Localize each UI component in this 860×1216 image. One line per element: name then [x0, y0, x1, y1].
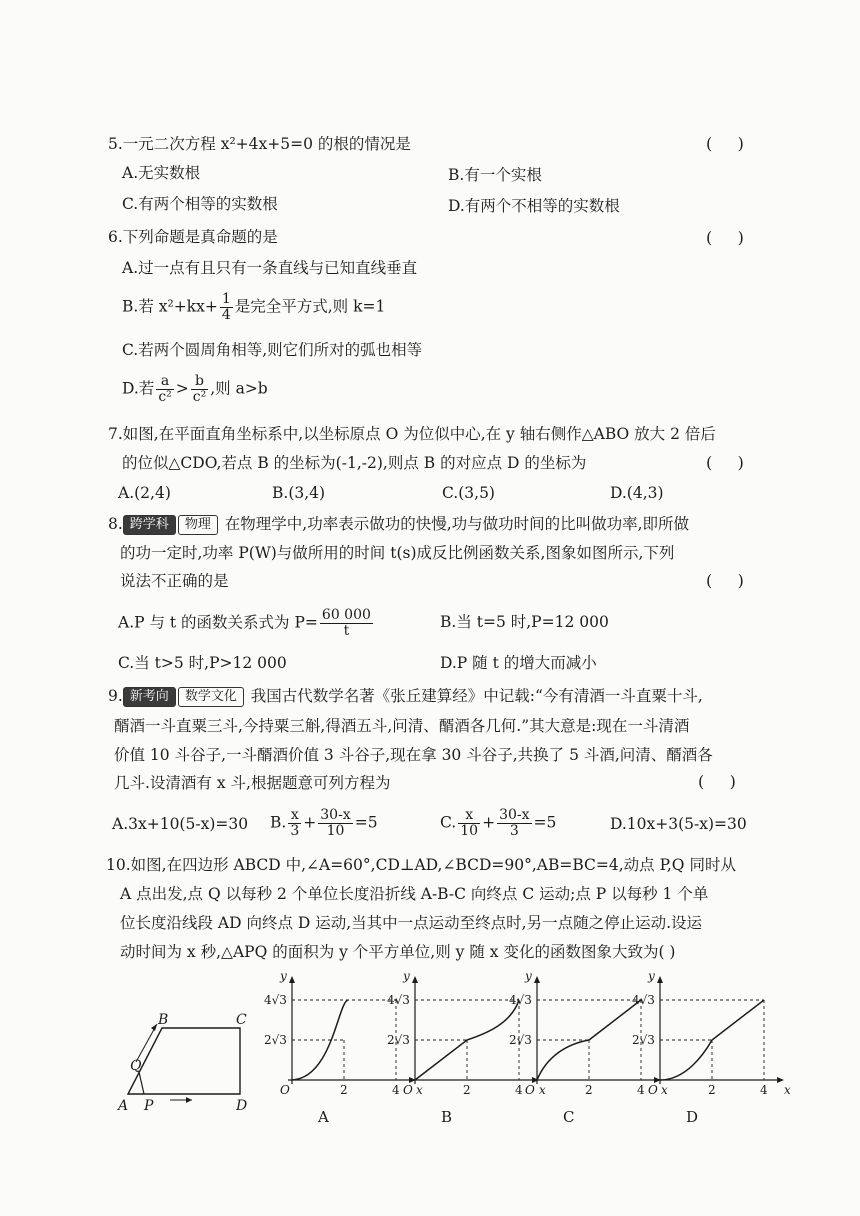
- q7-option-a[interactable]: A.(2,4): [118, 484, 171, 502]
- graph-c-label-x: x: [661, 1083, 668, 1097]
- q7-stem-line1: 7.如图,在平面直角坐标系中,以坐标原点 O 为位似中心,在 y 轴右侧作△ABO 放大 2 倍后: [108, 425, 716, 443]
- q6-answer-paren[interactable]: ( ): [706, 228, 744, 247]
- graph-b-label-2root3: 2√3: [387, 1033, 410, 1047]
- graph-c-label-origin: O: [525, 1083, 535, 1097]
- graph-d-curve: [660, 1000, 764, 1080]
- tag-new-direction: 新考向: [123, 687, 176, 707]
- q7-stem-line2: 的位似△CDO,若点 B 的坐标为(-1,-2),则点 B 的对应点 D 的坐标为: [122, 454, 587, 472]
- fraction-60000-over-t: $\frac{60 000}{t}$: [321, 607, 371, 639]
- q10-stem-line1: 10.如图,在四边形 ABCD 中,∠A=60°,CD⊥AD,∠BCD=90°,AB=BC=4,动点 P,Q 同时从: [106, 856, 736, 874]
- q5-option-a[interactable]: A.无实数根: [122, 164, 201, 182]
- tag-cross-discipline: 跨学科: [123, 515, 176, 535]
- fraction-one-quarter: $\frac{1}{4}$: [221, 291, 231, 323]
- q8-answer-paren[interactable]: ( ): [706, 571, 744, 590]
- graph-c-tick-4: 4: [637, 1083, 645, 1097]
- graph-a-tick-4: 4: [392, 1083, 400, 1097]
- q8-stem-line2: 的功一定时,功率 P(W)与做所用的时间 t(s)成反比例函数关系,图象如图所示,下列: [120, 544, 675, 562]
- graph-b-label-origin: O: [403, 1083, 413, 1097]
- graph-a-label-x: x: [416, 1083, 423, 1097]
- fraction-30-minus-x-over-10: $\frac{30-x}{10}$: [320, 807, 351, 839]
- graph-b-curve: [415, 1000, 519, 1080]
- q9-answer-paren[interactable]: ( ): [698, 772, 736, 791]
- q9-option-b[interactable]: B. $\frac{x}{3}$ + $\frac{30-x}{10}$ =5: [270, 807, 378, 839]
- graph-a-y-arrow: [289, 976, 295, 983]
- tag-math-culture: 数学文化: [178, 687, 244, 707]
- graph-d-tick-2: 2: [708, 1083, 716, 1097]
- graph-b-y-arrow: [412, 976, 418, 983]
- graph-d-caption: D: [686, 1108, 699, 1126]
- q8-option-b[interactable]: B.当 t=5 时,P=12 000: [440, 613, 609, 631]
- q7-answer-paren[interactable]: ( ): [706, 453, 744, 472]
- graph-b-tick-4: 4: [515, 1083, 523, 1097]
- fraction-x-over-3: $\frac{x}{3}$: [290, 807, 300, 839]
- graph-d-label-x: x: [784, 1083, 791, 1097]
- q9-stem-line1: 9. 新考向 数学文化 我国古代数学名著《张丘建算经》中记载:“今有清酒一斗直粟十斗,: [108, 687, 703, 705]
- graph-a-tick-2: 2: [340, 1083, 348, 1097]
- q8-stem-line3: 说法不正确的是: [120, 572, 229, 590]
- graph-c-curve: [537, 1000, 641, 1080]
- q8-option-c[interactable]: C.当 t>5 时,P>12 000: [118, 654, 287, 672]
- graph-c-label-2root3: 2√3: [509, 1033, 532, 1047]
- graph-a-label-origin: O: [280, 1083, 290, 1097]
- q7-option-c[interactable]: C.(3,5): [442, 484, 495, 502]
- tag-physics: 物理: [178, 515, 218, 535]
- q5-answer-paren[interactable]: ( ): [706, 134, 744, 153]
- q8-stem-line1: 8. 跨学科 物理 在物理学中,功率表示做功的快慢,功与做功时间的比叫做功率,即所做: [108, 515, 690, 533]
- fraction-a-over-c2: $\frac{a}{\text{c²}}$: [158, 373, 172, 405]
- graph-d-x-arrow: [777, 1077, 784, 1083]
- graph-d-label-4root3: 4√3: [632, 993, 655, 1007]
- graph-c-y-arrow: [534, 976, 540, 983]
- graph-b-label-y: y: [403, 970, 410, 983]
- q10-stem-line4: 动时间为 x 秒,△APQ 的面积为 y 个平方单位,则 y 随 x 变化的函数图象大致为( ): [120, 943, 676, 961]
- graph-b-caption: B: [441, 1108, 453, 1126]
- q10-option-graphs: [0, 970, 860, 1130]
- graph-d-tick-4: 4: [760, 1083, 768, 1097]
- graph-d-y-arrow: [657, 976, 663, 983]
- label-a: A: [118, 1098, 129, 1114]
- q8-option-d[interactable]: D.P 随 t 的增大而减小: [440, 654, 597, 672]
- q5-stem: 5.一元二次方程 x²+4x+5=0 的根的情况是: [108, 135, 411, 153]
- q6-option-a[interactable]: A.过一点有且只有一条直线与已知直线垂直: [122, 259, 418, 277]
- graph-d-label-2root3: 2√3: [632, 1033, 655, 1047]
- fraction-x-over-10: $\frac{x}{10}$: [460, 807, 479, 839]
- label-q: Q: [130, 1058, 142, 1074]
- graph-c-tick-2: 2: [585, 1083, 593, 1097]
- q5-option-b[interactable]: B.有一个实根: [448, 166, 542, 184]
- label-c: C: [236, 1012, 247, 1028]
- q6-option-b[interactable]: B.若 x²+kx+ $\frac{1}{4}$ 是完全平方式,则 k=1: [122, 291, 386, 323]
- q6-stem: 6.下列命题是真命题的是: [108, 228, 278, 246]
- graph-c-caption: C: [563, 1108, 575, 1126]
- graph-c-label-y: y: [525, 970, 532, 983]
- q9-stem-line3: 价值 10 斗谷子,一斗醑酒价值 3 斗谷子,现在拿 30 斗谷子,共换了 5 斗酒,问清、醑酒各: [114, 746, 713, 764]
- q7-option-b[interactable]: B.(3,4): [272, 484, 326, 502]
- graph-b-tick-2: 2: [463, 1083, 471, 1097]
- q5-option-c[interactable]: C.有两个相等的实数根: [122, 195, 278, 213]
- graph-a-label-4root3: 4√3: [264, 993, 287, 1007]
- graph-d-label-y: y: [648, 970, 655, 983]
- q10-stem-line3: 位长度沿线段 AD 向终点 D 运动,当其中一点运动至终点时,另一点随之停止运动.设运: [120, 914, 703, 932]
- q8-option-a[interactable]: A.P 与 t 的函数关系式为 P= $\frac{60 000}{t}$: [118, 607, 371, 639]
- q9-stem-line2: 醑酒一斗直粟三斗,今持粟三斛,得酒五斗,问清、醑酒各几何.”其大意是:现在一斗清酒: [114, 717, 690, 735]
- graph-a-label-2root3: 2√3: [264, 1033, 287, 1047]
- graph-c-label-4root3: 4√3: [509, 993, 532, 1007]
- fraction-30-minus-x-over-3: $\frac{30-x}{3}$: [499, 807, 530, 839]
- graph-a-label-y: y: [280, 970, 287, 983]
- q9-option-a[interactable]: A.3x+10(5-x)=30: [112, 815, 249, 833]
- graph-b-label-x: x: [539, 1083, 546, 1097]
- graph-d-label-origin: O: [648, 1083, 658, 1097]
- q10-stem-line2: A 点出发,点 Q 以每秒 2 个单位长度沿折线 A-B-C 向终点 C 运动;点 P 以每秒 1 个单: [120, 885, 709, 903]
- label-d: D: [236, 1098, 248, 1114]
- graph-a-caption: A: [318, 1108, 329, 1126]
- q6-option-d[interactable]: D.若 $\frac{a}{\text{c²}}$ > $\frac{b}{\text{c²}}$ ,则 a>b: [122, 373, 268, 405]
- q5-option-d[interactable]: D.有两个不相等的实数根: [448, 197, 620, 215]
- label-p: P: [144, 1098, 154, 1114]
- q9-option-c[interactable]: C. $\frac{x}{10}$ + $\frac{30-x}{3}$ =5: [440, 807, 557, 839]
- q9-stem-line4: 几斗.设清酒有 x 斗,根据题意可列方程为: [114, 774, 391, 792]
- fraction-b-over-c2: $\frac{b}{\text{c²}}$: [192, 373, 207, 405]
- q7-option-d[interactable]: D.(4,3): [610, 484, 664, 502]
- label-b: B: [158, 1012, 169, 1028]
- q9-option-d[interactable]: D.10x+3(5-x)=30: [610, 815, 747, 833]
- graph-b-label-4root3: 4√3: [387, 993, 410, 1007]
- q6-option-c[interactable]: C.若两个圆周角相等,则它们所对的弧也相等: [122, 341, 423, 359]
